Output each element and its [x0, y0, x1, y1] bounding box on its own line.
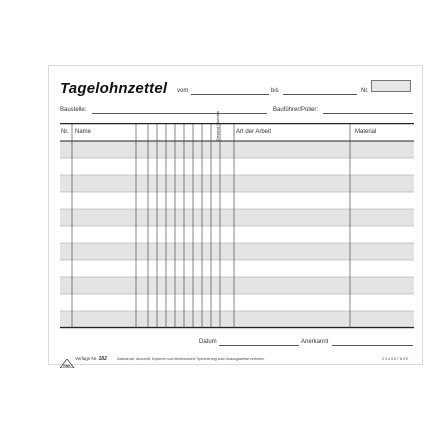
form-sheet — [48, 65, 423, 368]
number-field[interactable] — [371, 80, 411, 92]
datum-label: Datum — [199, 339, 217, 345]
header-material: Material — [355, 129, 377, 135]
table-row-stripe — [60, 277, 414, 294]
verlag-info — [75, 356, 107, 362]
datum-field[interactable] — [219, 345, 299, 346]
vom-field[interactable] — [191, 94, 269, 95]
header-gesamt-stunden: Gesamt Stunden — [215, 110, 220, 141]
table-row-stripe — [60, 243, 414, 260]
anerkannt-field[interactable] — [332, 345, 413, 346]
table-grid — [60, 123, 414, 330]
table-row-stripe — [60, 141, 414, 158]
time-table — [60, 123, 414, 330]
header-name: Name — [75, 129, 92, 135]
header-art-der-arbeit: Art der Arbeit — [236, 129, 272, 135]
form-title: Tagelohnzettel — [60, 80, 168, 97]
table-row-stripe — [60, 209, 414, 226]
baustelle-field[interactable] — [92, 113, 267, 114]
logo-text: RNK — [63, 364, 71, 368]
publisher-logo — [60, 355, 74, 373]
bauleiter-field[interactable] — [323, 113, 413, 114]
bauleiter-label: Bauführer/Polier: — [273, 107, 319, 113]
form-code: 2 3 4 5 6 7 8 9 E — [382, 357, 409, 361]
publisher-logo-icon — [60, 359, 74, 368]
bis-label: bis — [271, 88, 279, 94]
table-row-stripe — [60, 175, 414, 192]
anerkannt-label: Anerkannt — [301, 339, 329, 345]
vom-label: vom — [177, 88, 189, 94]
nr-label: Nr. — [361, 88, 369, 94]
verlag-label: Verlags-Nr. — [75, 356, 98, 361]
table-row-stripe — [60, 311, 414, 328]
header-nr: Nr. — [61, 129, 69, 135]
verlag-number: 182 — [98, 356, 107, 362]
bis-field[interactable] — [283, 94, 357, 95]
baustelle-label: Baustelle: — [60, 107, 87, 113]
copyright-notice: Nachdruck, Abschrift, Kopieren und elektronische Speicherung auch auszugsweise verboten. — [117, 357, 266, 361]
